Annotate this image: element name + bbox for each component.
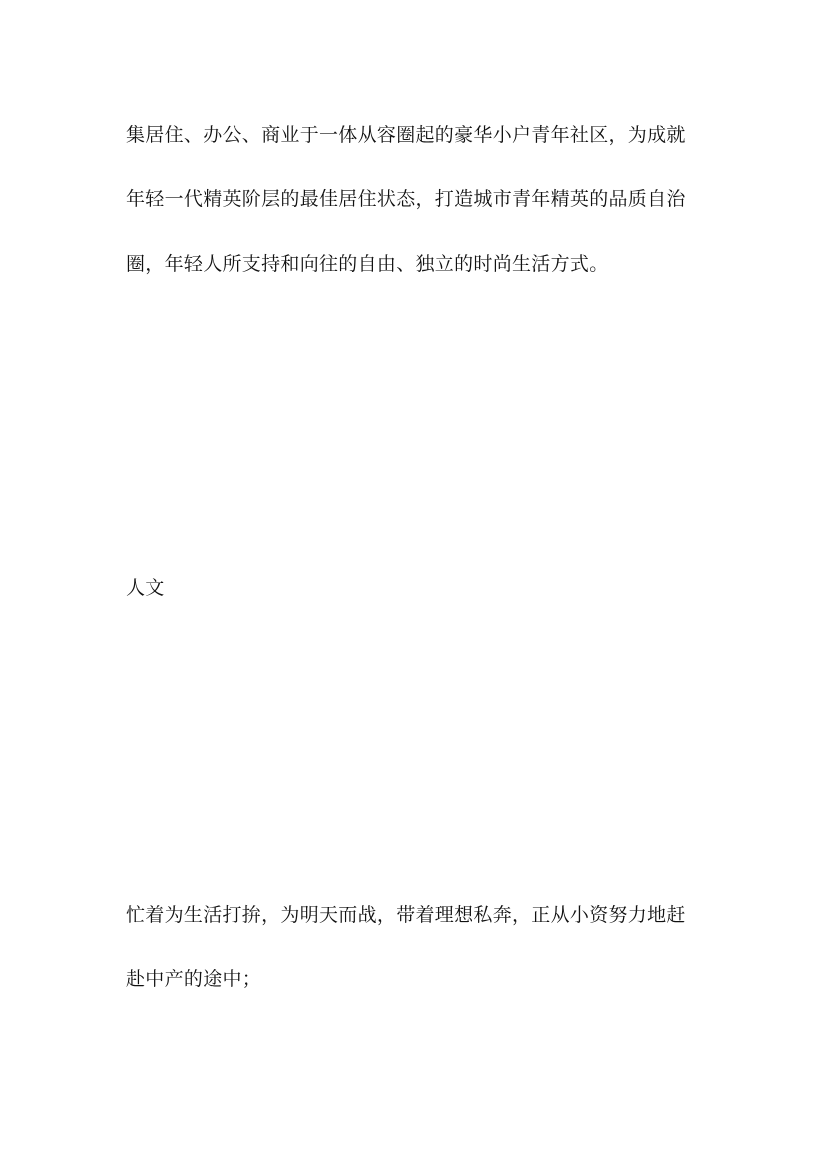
paragraph-line: 年轻一代精英阶层的最佳居住状态，打造城市青年精英的品质自治	[126, 188, 686, 210]
paragraph-line: 忙着为生活打拚，为明天而战，带着理想私奔，正从小资努力地赶	[126, 904, 686, 926]
section-heading: 人文	[126, 577, 165, 599]
paragraph-line: 圈，年轻人所支持和向往的自由、独立的时尚生活方式。	[126, 253, 609, 275]
paragraph-line: 赴中产的途中；	[126, 968, 262, 990]
paragraph-line: 集居住、办公、商业于一体从容圈起的豪华小户青年社区，为成就	[126, 124, 686, 146]
